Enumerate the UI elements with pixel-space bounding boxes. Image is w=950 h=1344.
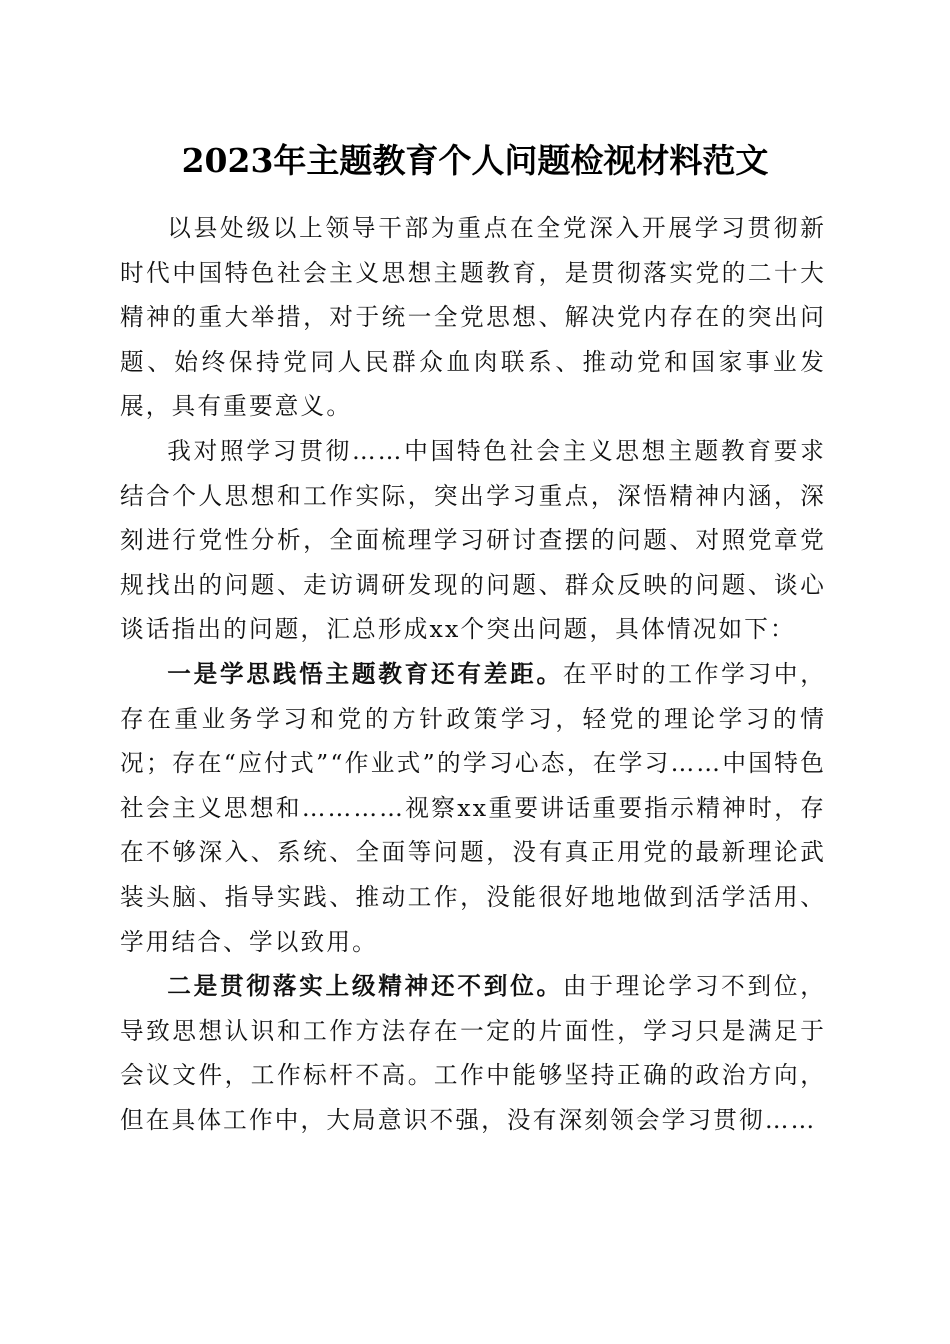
- document-title: 2023年主题教育个人问题检视材料范文: [181, 141, 769, 180]
- document-body: [120, 206, 826, 1142]
- paragraph-text: 我对照学习贯彻……中国特色社会主义思想主题教育要求结合个人思想和工作实际，突出学习重点，深悟精神内涵，深刻进行党性分析，全面梳理学习研讨查摆的问题、对照党章党规找出的问题、走访调研发现的问题、群众反映的问题、谈心谈话指出的问题，汇总形成xx个突出问题，具体情况如下：: [120, 436, 826, 644]
- paragraph-text: 在平时的工作学习中，存在重业务学习和党的方针政策学习，轻党的理论学习的情况；存在“应付式”“作业式”的学习心态，在学习……中国特色社会主义思想和…………视察xx重要讲话重要指示精神时，存在不够深入、系统、全面等问题，没有真正用党的最新理论武装头脑、指导实践、推动工作，没能很好地地做到活学活用、学用结合、学以致用。: [120, 659, 827, 956]
- paragraph-text: 由于理论学习不到位，导致思想认识和工作方法存在一定的片面性，学习只是满足于会议文件，工作标杆不高。工作中能够坚持正确的政治方向，但在具体工作中，大局意识不强，没有深刻领会学习贯彻……: [120, 972, 827, 1134]
- paragraph-overview: [120, 429, 826, 652]
- paragraph-intro: [120, 206, 826, 429]
- paragraph-lead: 一是学思践悟主题教育还有差距。: [167, 659, 563, 688]
- paragraph-issue-2: [120, 964, 826, 1142]
- paragraph-issue-1: [120, 652, 826, 964]
- paragraph-lead: 二是贯彻落实上级精神还不到位。: [167, 972, 563, 1001]
- paragraph-text: 以县处级以上领导干部为重点在全党深入开展学习贯彻新时代中国特色社会主义思想主题教育，是贯彻落实党的二十大精神的重大举措，对于统一全党思想、解决党内存在的突出问题、始终保持党同人民群众血肉联系、推动党和国家事业发展，具有重要意义。: [120, 214, 826, 421]
